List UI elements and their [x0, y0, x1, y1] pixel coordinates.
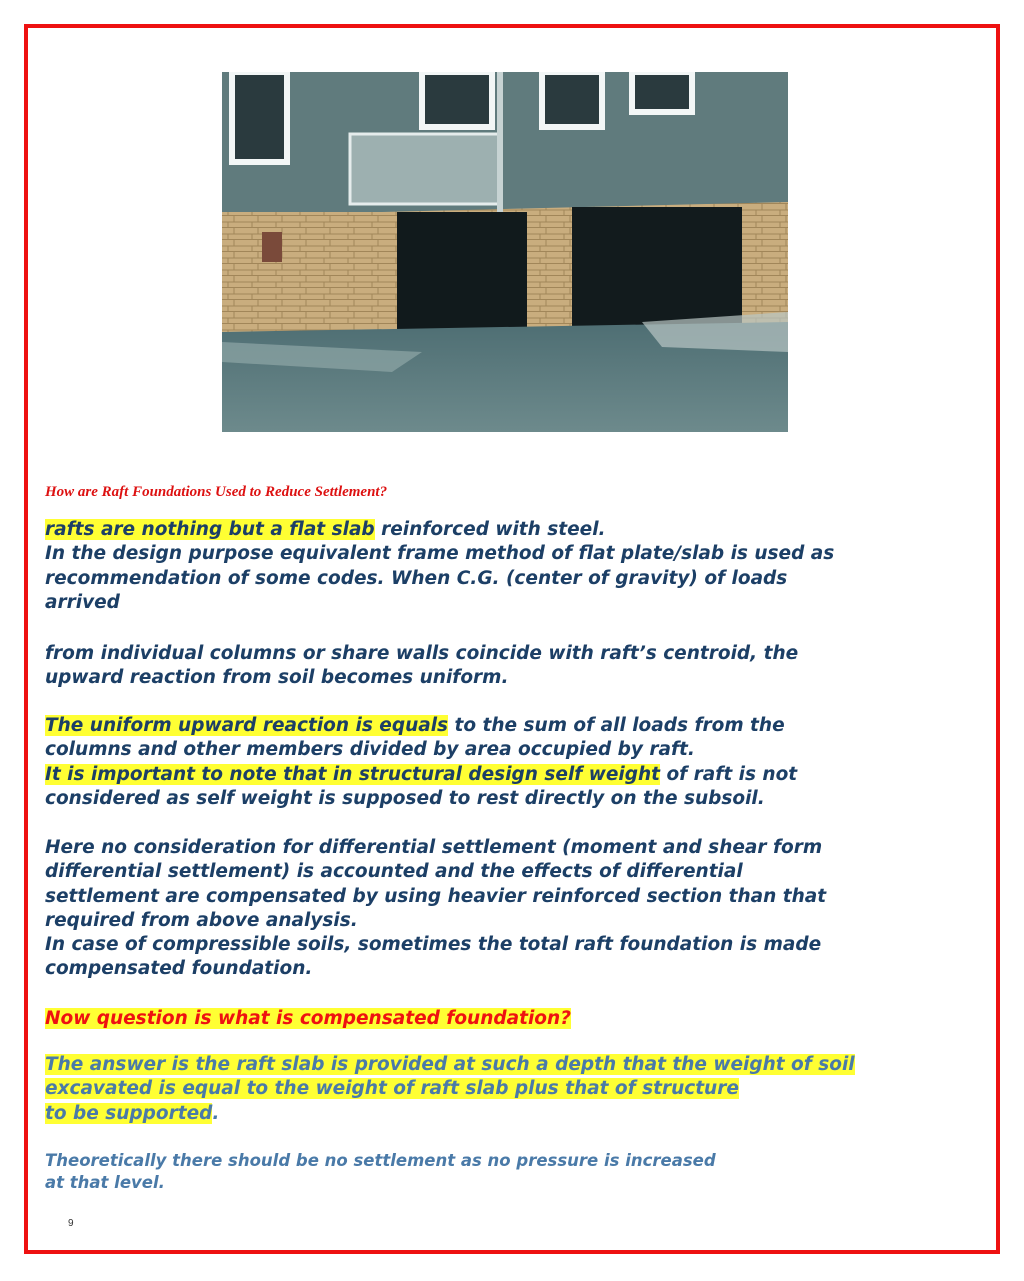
answer-line-2	[45, 1077, 945, 1101]
highlight-uniform-reaction: The uniform upward reaction is equals	[45, 715, 449, 736]
paragraph-1-line-2: In the design purpose equivalent frame method of flat plate/slab is used as	[45, 543, 835, 565]
text: to the sum of all loads from the	[448, 715, 785, 736]
text: of raft is not	[660, 763, 798, 785]
paragraph-3-line-3	[45, 763, 945, 787]
paragraph-4-line-4: required from above analysis.	[45, 909, 358, 931]
answer-line-2-text: excavated is equal to the weight of raft slab plus that of structure	[45, 1078, 739, 1100]
paragraph-4	[45, 836, 945, 982]
paragraph-2-line-1: from individual columns or share walls coincide with raft’s centroid, the	[45, 643, 799, 664]
answer-line-3	[45, 1102, 945, 1126]
paragraph-3-line-2: columns and other members divided by area occupied by raft.	[45, 739, 695, 761]
paragraph-1-line-4: arrived	[45, 591, 120, 613]
paragraph-4-line-5: In case of compressible soils, sometimes the total raft foundation is made	[45, 934, 822, 956]
answer-line-3-text: to be supported	[45, 1102, 213, 1124]
paragraph-4-line-1: Here no consideration for differential settlement (moment and shear form	[45, 837, 823, 858]
note-line-1: Theoretically there should be no settlement as no pressure is increased	[45, 1151, 716, 1170]
note-line-2: at that level.	[45, 1173, 165, 1192]
paragraph-1	[45, 518, 945, 615]
paragraph-2-line-2: upward reaction from soil becomes uniform.	[45, 667, 509, 689]
question-text: Now question is what is compensated foundation?	[45, 1008, 571, 1029]
paragraph-4-line-6: compensated foundation.	[45, 958, 313, 980]
page-number: 9	[68, 1218, 74, 1229]
answer	[45, 1053, 945, 1126]
building-photo	[222, 72, 788, 432]
note	[45, 1150, 716, 1194]
highlight-self-weight: It is important to note that in structural design self weight	[45, 763, 661, 785]
paragraph-4-line-2: differential settlement) is accounted and the effects of differential	[45, 861, 743, 883]
question	[45, 1007, 945, 1031]
section-heading: How are Raft Foundations Used to Reduce Settlement?	[45, 484, 388, 500]
answer-line-1-text: The answer is the raft slab is provided at such a depth that the weight of soil	[45, 1054, 855, 1075]
paragraph-4-line-3: settlement are compensated by using heavier reinforced section than that	[45, 885, 827, 907]
paragraph-3-line-1	[45, 714, 945, 738]
answer-period: .	[212, 1102, 220, 1124]
paragraph-2	[45, 642, 945, 691]
paragraph-1-line-1	[45, 518, 945, 542]
answer-line-1	[45, 1053, 945, 1077]
text: reinforced with steel.	[374, 519, 606, 540]
paragraph-1-line-3: recommendation of some codes. When C.G. (center of gravity) of loads	[45, 567, 788, 589]
paragraph-3	[45, 714, 945, 811]
highlight-raft-flat-slab: rafts are nothing but a flat slab	[45, 519, 375, 540]
paragraph-3-line-4: considered as self weight is supposed to rest directly on the subsoil.	[45, 787, 765, 809]
